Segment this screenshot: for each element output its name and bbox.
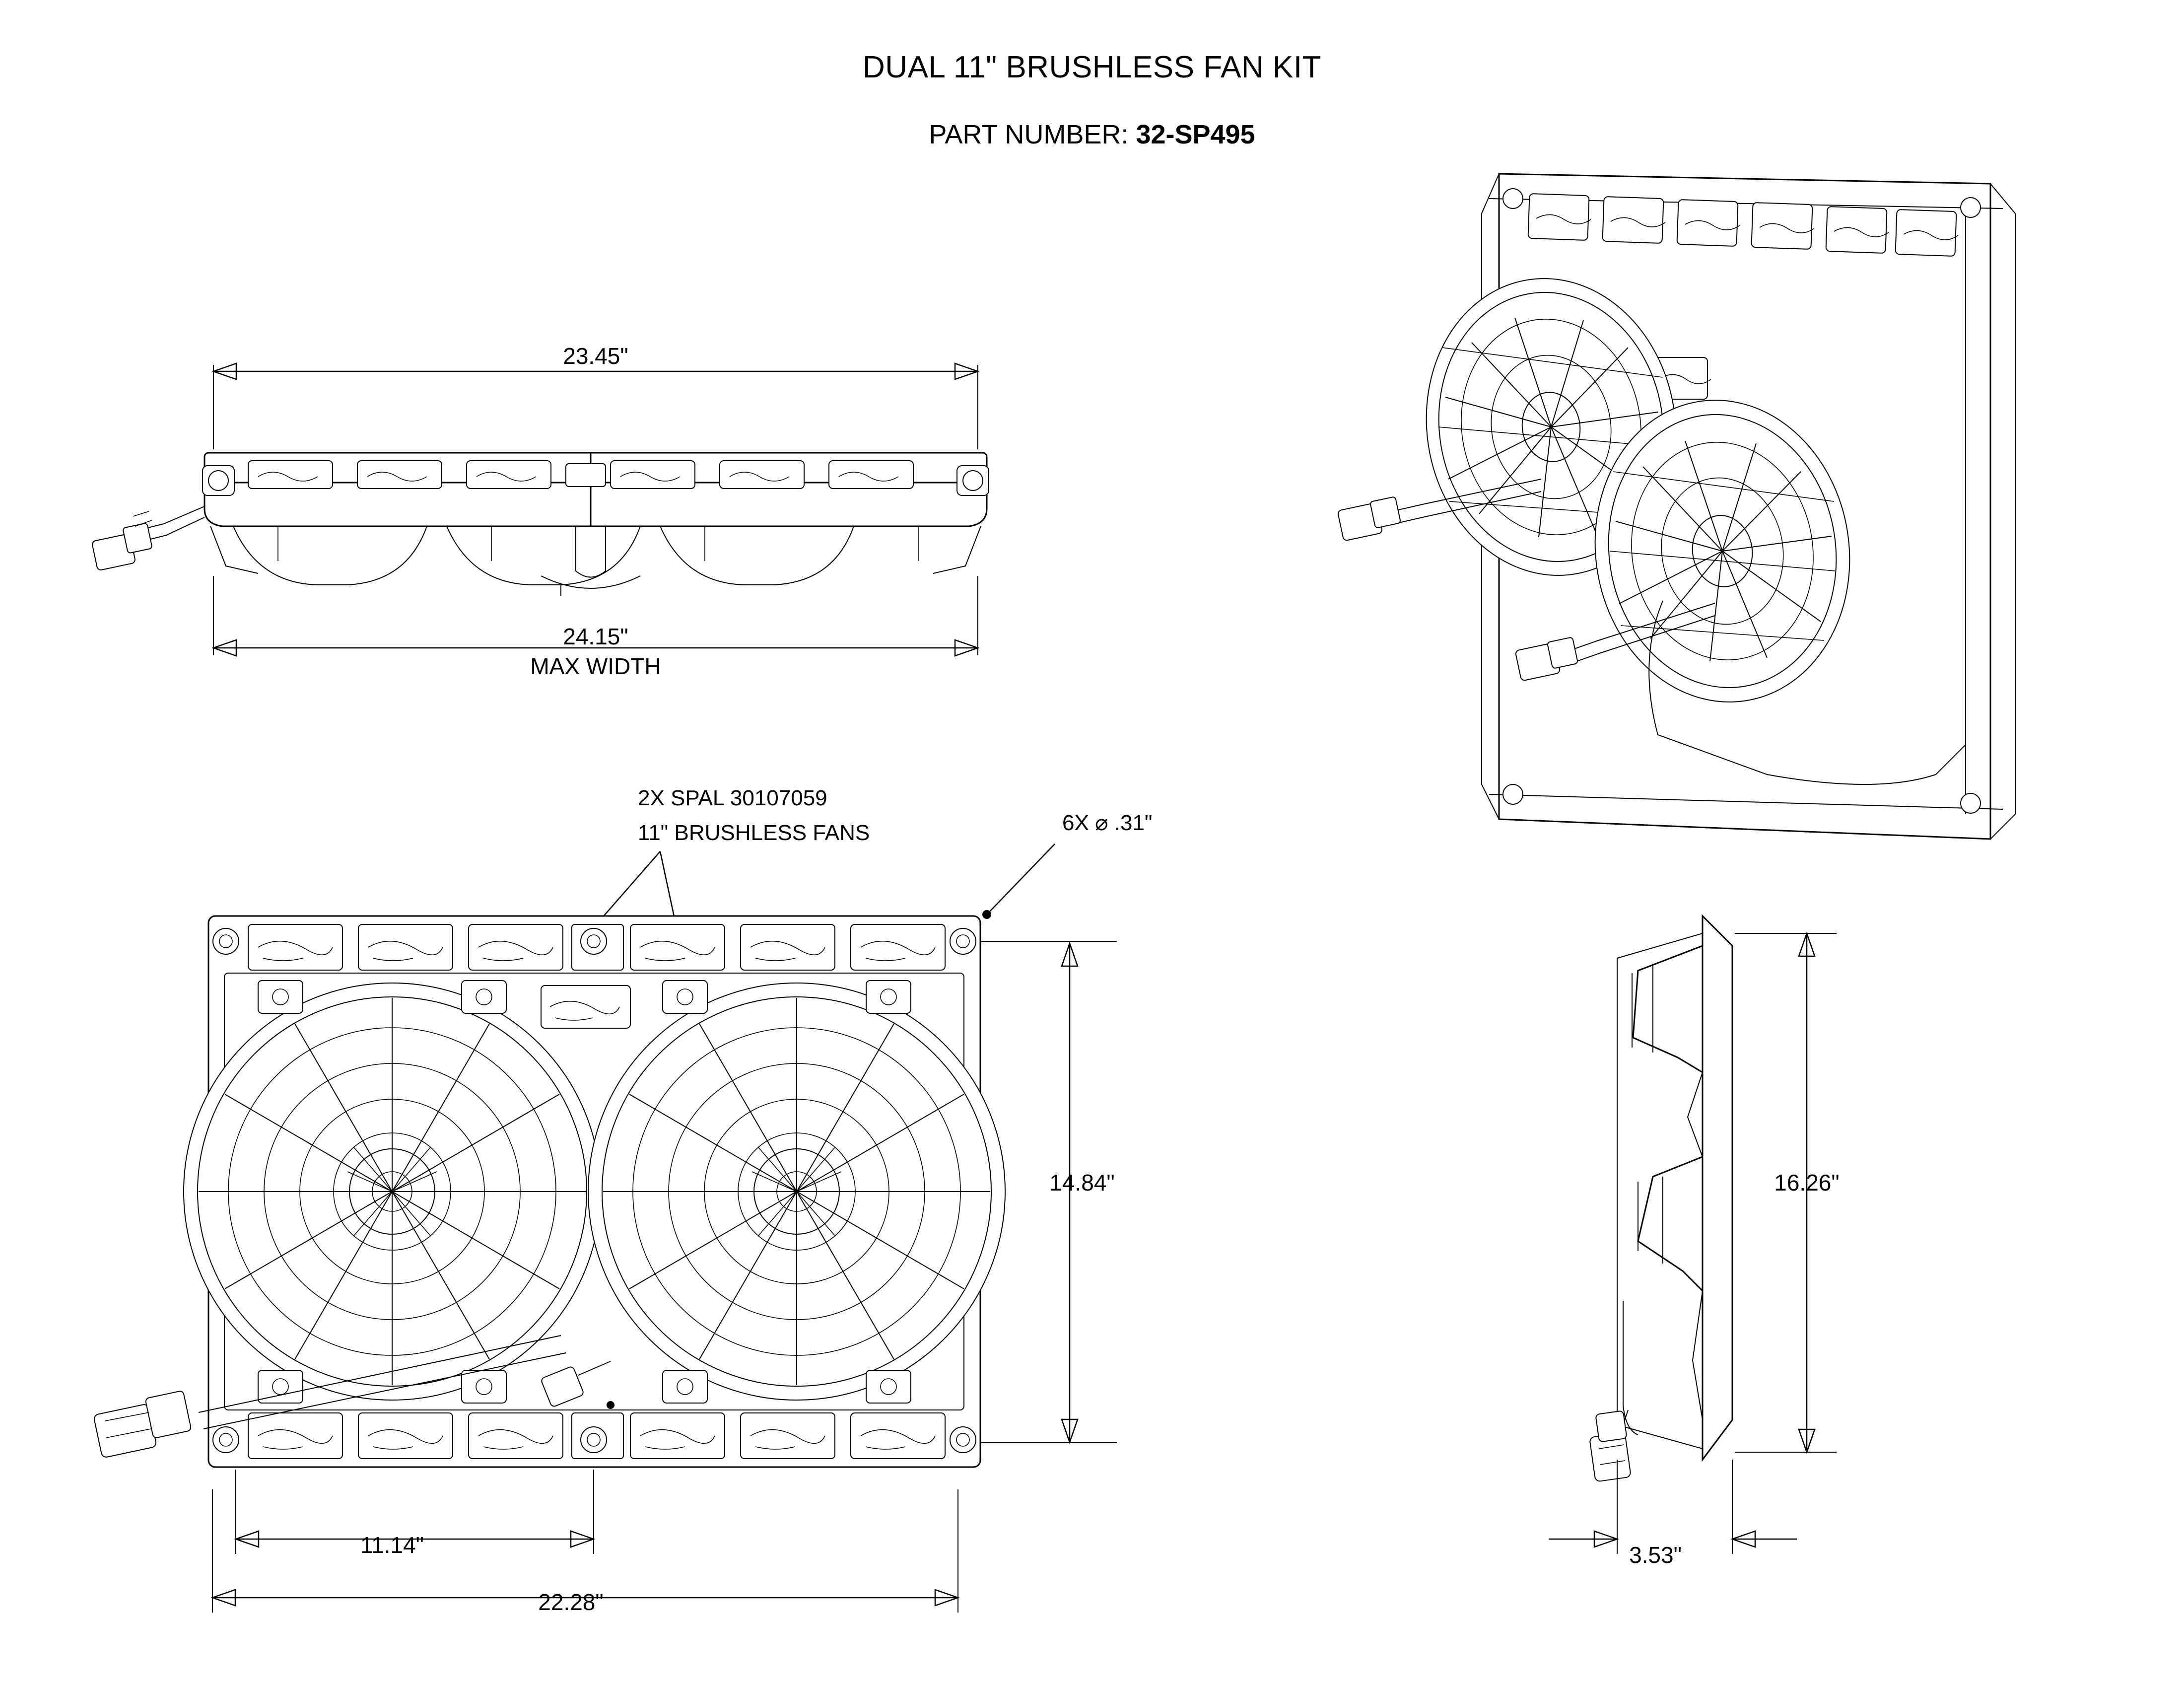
note-hole-callout: 6X ⌀ .31" <box>1062 811 1153 835</box>
iso-fan-front <box>1573 382 1871 720</box>
top-view-shroud <box>92 453 989 596</box>
top-view <box>92 363 989 656</box>
part-number-label: PART NUMBER: <box>929 120 1136 149</box>
front-view-connector-mid <box>541 1361 611 1407</box>
dim-top-max-width-sublabel: MAX WIDTH <box>530 653 661 679</box>
dim-side-depth-line <box>1549 1460 1797 1554</box>
dim-side-height: 16.26" <box>1774 1170 1840 1196</box>
front-view-mount-holes <box>213 928 976 1453</box>
dim-front-height: 14.84" <box>1049 1170 1115 1196</box>
page-title: DUAL 11" BRUSHLESS FAN KIT <box>863 50 1321 84</box>
note-fan-callout-line2: 11" BRUSHLESS FANS <box>638 821 870 845</box>
dim-side-depth: 3.53" <box>1629 1542 1682 1568</box>
side-view-connector <box>1589 1410 1631 1482</box>
front-view-badges-top <box>248 924 945 970</box>
iso-badges <box>1528 194 1958 399</box>
dim-top-max-width: 24.15" <box>563 624 628 649</box>
dim-front-width: 22.28" <box>538 1589 604 1615</box>
top-view-connector <box>92 506 205 570</box>
front-view-badges-bottom <box>248 1413 945 1459</box>
part-number-value: 32-SP495 <box>1136 120 1255 149</box>
side-view <box>1549 916 1837 1554</box>
front-view-connector-left <box>93 1336 566 1458</box>
front-view <box>93 844 1117 1613</box>
note-fan-callout-line1: 2X SPAL 30107059 <box>638 786 827 810</box>
front-view-center-badge <box>541 985 630 1028</box>
isometric-view <box>1337 174 2015 839</box>
iso-fan-rear <box>1405 261 1697 594</box>
iso-harness <box>1337 479 1715 681</box>
front-view-leaders <box>534 844 1055 996</box>
part-number-line <box>0 119 2184 150</box>
dim-top-overall: 23.45" <box>563 343 628 369</box>
dim-top-overall-line <box>213 363 978 449</box>
front-view-fan-right <box>588 981 1005 1403</box>
top-view-badges <box>248 461 913 489</box>
dim-front-fan-spacing: 11.14" <box>360 1532 424 1558</box>
front-view-fan-left <box>184 981 601 1403</box>
